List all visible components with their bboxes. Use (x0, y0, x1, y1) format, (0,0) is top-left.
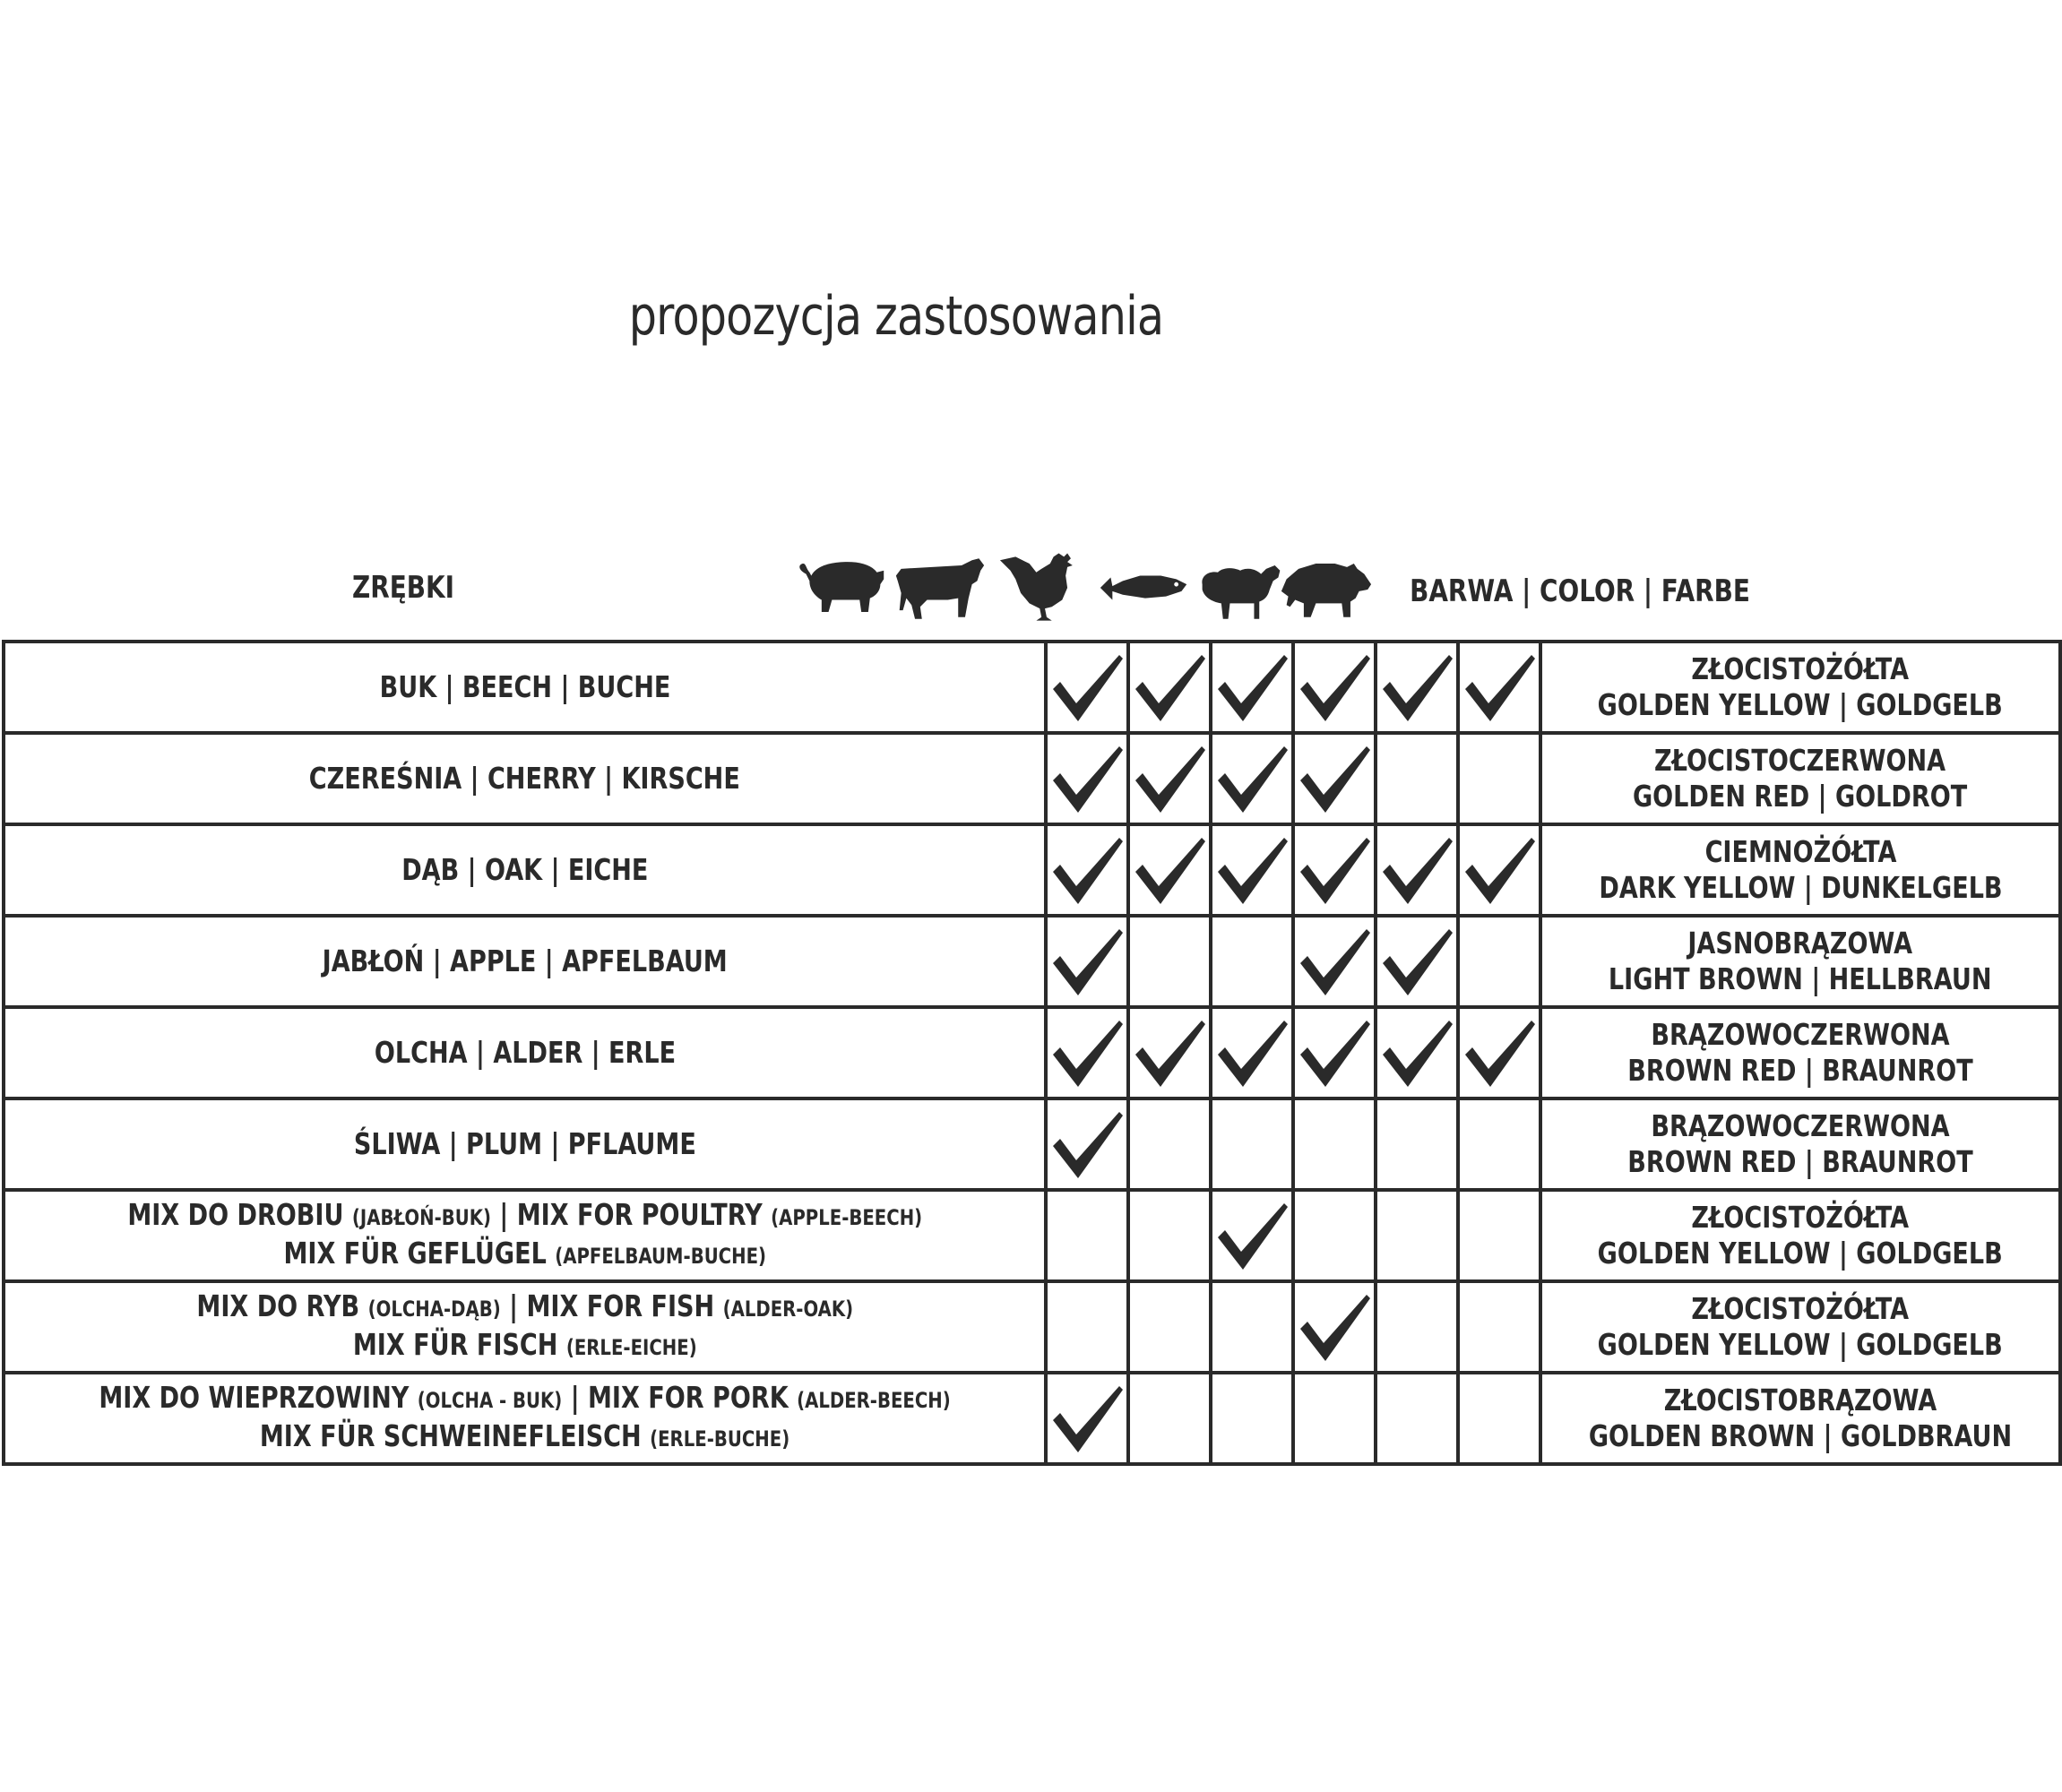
color-label (1598, 1291, 2003, 1363)
check-cell-sheep (1376, 642, 1458, 733)
wood-mix-composition: (ALDER-OAK) (722, 1297, 853, 1322)
wood-mix-composition: (ALDER-BEECH) (797, 1388, 951, 1413)
check-cell-pig (1046, 1281, 1128, 1373)
check-cell-sheep (1376, 1007, 1458, 1098)
check-cell-fish (1293, 916, 1376, 1007)
color-line1: JASNOBRĄZOWA (1687, 926, 1913, 961)
check-cell-fish (1293, 1007, 1376, 1098)
check-cell-sheep (1376, 824, 1458, 916)
wood-mix-composition: (OLCHA - BUK) (417, 1388, 563, 1413)
wood-type-line1 (379, 669, 670, 705)
color-label (1598, 651, 2003, 723)
check-cell-boar (1458, 642, 1540, 733)
table-row (4, 1373, 2060, 1464)
check-cell-pig (1046, 916, 1128, 1007)
check-cell-boar (1458, 1007, 1540, 1098)
wood-type-line2 (99, 1418, 950, 1457)
table-row (4, 916, 2060, 1007)
wood-type-line2 (127, 1236, 922, 1274)
wood-type-label (401, 852, 648, 888)
check-cell-cow (1128, 1098, 1211, 1190)
wood-type-text: DĄB | OAK | EICHE (401, 852, 649, 887)
wood-type-line1 (354, 1126, 696, 1162)
wood-type-text: BUK | BEECH | BUCHE (379, 669, 670, 704)
check-cell-boar (1458, 824, 1540, 916)
color-line1: ZŁOCISTOŻÓŁTA (1691, 651, 1910, 686)
wood-type-line1 (99, 1380, 950, 1418)
cow-icon (893, 548, 988, 629)
check-cell-chicken (1211, 1373, 1293, 1464)
color-cell (1540, 1007, 2060, 1098)
color-line2: BROWN RED | BRAUNROT (1627, 1053, 1973, 1088)
check-cell-fish (1293, 1281, 1376, 1373)
wood-type-cell (4, 1190, 1046, 1281)
check-cell-boar (1458, 1373, 1540, 1464)
wood-type-line2 (196, 1327, 853, 1366)
check-cell-boar (1458, 916, 1540, 1007)
color-label (1627, 1108, 1972, 1180)
checkmark-icon (1377, 648, 1456, 727)
check-cell-fish (1293, 824, 1376, 916)
color-label (1627, 1017, 1972, 1089)
checkmark-icon (1295, 1013, 1374, 1092)
color-line2: GOLDEN BROWN | GOLDBRAUN (1588, 1418, 2013, 1453)
table-row (4, 1007, 2060, 1098)
wood-type-cell (4, 916, 1046, 1007)
check-cell-cow (1128, 642, 1211, 733)
check-cell-pig (1046, 824, 1128, 916)
checkmark-icon (1460, 648, 1539, 727)
wood-type-text: MIX FÜR SCHWEINEFLEISCH (259, 1418, 651, 1453)
wood-mix-composition: (OLCHA-DĄB) (367, 1297, 501, 1322)
checkmark-icon (1212, 1013, 1291, 1092)
color-line1: ZŁOCISTOBRĄZOWA (1663, 1383, 1937, 1417)
check-cell-chicken (1211, 1098, 1293, 1190)
wood-mix-composition: (APFELBAUM-BUCHE) (555, 1244, 766, 1269)
color-line2: DARK YELLOW | DUNKELGELB (1598, 870, 2003, 905)
sheep-icon (1194, 548, 1289, 629)
color-label (1609, 926, 1992, 997)
color-label (1589, 1383, 2012, 1454)
wood-type-cell (4, 1007, 1046, 1098)
checkmark-icon (1048, 739, 1126, 818)
check-cell-cow (1128, 824, 1211, 916)
check-cell-fish (1293, 733, 1376, 824)
color-column-header: BARWA | COLOR | FARBE (1410, 573, 1750, 609)
check-cell-sheep (1376, 916, 1458, 1007)
check-cell-cow (1128, 733, 1211, 824)
wood-type-text: CZEREŚNIA | CHERRY | KIRSCHE (309, 761, 741, 796)
check-cell-pig (1046, 642, 1128, 733)
checkmark-icon (1295, 831, 1374, 909)
wood-type-cell (4, 642, 1046, 733)
wood-type-text: ŚLIWA | PLUM | PFLAUME (353, 1126, 696, 1161)
wood-mix-composition: (JABŁOŃ-BUK) (351, 1205, 491, 1230)
check-cell-pig (1046, 1007, 1128, 1098)
page-title: propozycja zastosowania (628, 285, 1164, 348)
color-label (1598, 1200, 2003, 1271)
check-cell-cow (1128, 1007, 1211, 1098)
table-row (4, 642, 2060, 733)
checkmark-icon (1377, 922, 1456, 1001)
check-cell-fish (1293, 642, 1376, 733)
wood-type-label (379, 669, 670, 705)
check-cell-cow (1128, 1373, 1211, 1464)
wood-type-text: JABŁOŃ | APPLE | APFELBAUM (322, 943, 728, 978)
check-cell-cow (1128, 1281, 1211, 1373)
wood-type-cell (4, 1098, 1046, 1190)
check-cell-boar (1458, 733, 1540, 824)
wood-mix-composition: (ERLE-BUCHE) (650, 1426, 790, 1452)
pig-icon (794, 548, 889, 629)
color-line1: CIEMNOŻÓŁTA (1704, 834, 1896, 869)
checkmark-icon (1048, 1013, 1126, 1092)
check-cell-chicken (1211, 1007, 1293, 1098)
check-cell-chicken (1211, 1190, 1293, 1281)
wood-type-line1 (196, 1288, 853, 1327)
checkmark-icon (1048, 648, 1126, 727)
color-cell (1540, 1281, 2060, 1373)
checkmark-icon (1295, 739, 1374, 818)
wood-type-label (309, 761, 740, 797)
wood-type-text: MIX FÜR FISCH (352, 1327, 566, 1362)
wood-type-text: | MIX FOR PORK (562, 1380, 798, 1415)
wood-type-cell (4, 824, 1046, 916)
color-cell (1540, 642, 2060, 733)
wood-type-label (99, 1380, 950, 1457)
check-cell-sheep (1376, 1190, 1458, 1281)
wood-type-line1 (127, 1197, 922, 1236)
color-cell (1540, 1373, 2060, 1464)
wood-type-text: MIX DO DROBIU (127, 1197, 352, 1232)
table-row (4, 1190, 2060, 1281)
wood-type-label (322, 943, 727, 979)
check-cell-sheep (1376, 733, 1458, 824)
check-cell-sheep (1376, 1373, 1458, 1464)
color-cell (1540, 733, 2060, 824)
wood-type-text: MIX DO RYB (196, 1288, 368, 1323)
color-cell (1540, 916, 2060, 1007)
check-cell-fish (1293, 1373, 1376, 1464)
color-line1: ZŁOCISTOŻÓŁTA (1691, 1200, 1910, 1235)
checkmark-icon (1460, 831, 1539, 909)
checkmark-icon (1295, 1288, 1374, 1366)
check-cell-pig (1046, 1373, 1128, 1464)
wood-type-text: | MIX FOR FISH (500, 1288, 723, 1323)
check-cell-boar (1458, 1098, 1540, 1190)
wood-type-label (127, 1197, 922, 1274)
wood-type-text: OLCHA | ALDER | ERLE (374, 1035, 676, 1070)
color-line1: ZŁOCISTOCZERWONA (1654, 743, 1946, 778)
wood-type-cell (4, 1281, 1046, 1373)
color-line1: BRĄZOWOCZERWONA (1651, 1017, 1950, 1052)
wood-mix-composition: (APPLE-BEECH) (770, 1205, 922, 1230)
wood-type-line1 (322, 943, 727, 979)
checkmark-icon (1048, 831, 1126, 909)
check-cell-sheep (1376, 1098, 1458, 1190)
table-row (4, 1098, 2060, 1190)
wood-type-line1 (309, 761, 740, 797)
color-line2: GOLDEN YELLOW | GOLDGELB (1597, 1236, 2004, 1271)
check-cell-chicken (1211, 916, 1293, 1007)
wood-type-line1 (401, 852, 648, 888)
wood-column-header: ZRĘBKI (352, 570, 454, 606)
check-cell-boar (1458, 1190, 1540, 1281)
wood-mix-composition: (ERLE-EICHE) (565, 1335, 697, 1360)
check-cell-chicken (1211, 1281, 1293, 1373)
color-cell (1540, 1098, 2060, 1190)
color-line2: GOLDEN RED | GOLDROT (1633, 779, 1968, 814)
fish-icon (1097, 548, 1192, 629)
checkmark-icon (1295, 648, 1374, 727)
wood-type-text: | MIX FOR POULTRY (490, 1197, 771, 1232)
wood-type-text: MIX DO WIEPRZOWINY (99, 1380, 418, 1415)
check-cell-sheep (1376, 1281, 1458, 1373)
check-cell-pig (1046, 1190, 1128, 1281)
color-line1: BRĄZOWOCZERWONA (1651, 1108, 1950, 1143)
checkmark-icon (1130, 831, 1209, 909)
check-cell-cow (1128, 916, 1211, 1007)
color-label (1633, 743, 1967, 814)
checkmark-icon (1460, 1013, 1539, 1092)
checkmark-icon (1212, 1196, 1291, 1275)
checkmark-icon (1048, 1105, 1126, 1184)
wood-type-label (354, 1126, 696, 1162)
checkmark-icon (1295, 922, 1374, 1001)
boar-icon (1278, 548, 1373, 629)
checkmark-icon (1212, 648, 1291, 727)
check-cell-boar (1458, 1281, 1540, 1373)
wood-type-cell (4, 733, 1046, 824)
checkmark-icon (1212, 739, 1291, 818)
checkmark-icon (1048, 1379, 1126, 1458)
color-line2: GOLDEN YELLOW | GOLDGELB (1597, 1327, 2004, 1362)
color-line2: BROWN RED | BRAUNROT (1627, 1144, 1973, 1179)
check-cell-chicken (1211, 733, 1293, 824)
check-cell-fish (1293, 1190, 1376, 1281)
check-cell-fish (1293, 1098, 1376, 1190)
wood-chips-table (2, 640, 2062, 1466)
checkmark-icon (1377, 1013, 1456, 1092)
check-cell-chicken (1211, 824, 1293, 916)
wood-type-label (374, 1035, 675, 1071)
checkmark-icon (1130, 739, 1209, 818)
checkmark-icon (1130, 1013, 1209, 1092)
color-line2: LIGHT BROWN | HELLBRAUN (1609, 961, 1992, 996)
check-cell-pig (1046, 1098, 1128, 1190)
check-cell-pig (1046, 733, 1128, 824)
wood-type-cell (4, 1373, 1046, 1464)
table-row (4, 824, 2060, 916)
checkmark-icon (1212, 831, 1291, 909)
wood-type-line1 (374, 1035, 675, 1071)
checkmark-icon (1130, 648, 1209, 727)
color-line1: ZŁOCISTOŻÓŁTA (1691, 1291, 1910, 1326)
color-cell (1540, 1190, 2060, 1281)
chicken-icon (998, 548, 1093, 629)
color-line2: GOLDEN YELLOW | GOLDGELB (1597, 687, 2004, 722)
check-cell-chicken (1211, 642, 1293, 733)
table-row (4, 733, 2060, 824)
color-label (1599, 834, 2002, 906)
table-row (4, 1281, 2060, 1373)
wood-type-label (196, 1288, 853, 1366)
wood-type-text: MIX FÜR GEFLÜGEL (283, 1236, 556, 1271)
checkmark-icon (1377, 831, 1456, 909)
color-cell (1540, 824, 2060, 916)
check-cell-cow (1128, 1190, 1211, 1281)
checkmark-icon (1048, 922, 1126, 1001)
